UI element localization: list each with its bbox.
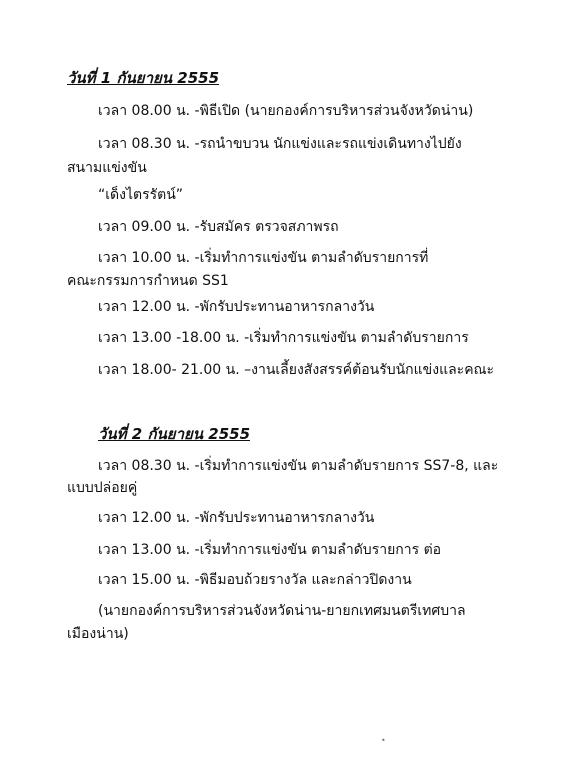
day1-entry-convoy: เวลา 08.30 น. -รถนำขบวน นักแข่งและรถแข่งเดินทางไปยัง [98,136,462,152]
day1-entry-registration: เวลา 09.00 น. -รับสมัคร ตรวจสภาพรถ [98,219,339,235]
day1-entry-race-start: เวลา 10.00 น. -เริ่มทำการแข่งขัน ตามลำดับรายการที่ [98,250,429,266]
day1-entry-party: เวลา 18.00- 21.00 น. –งานเลี้ยงสังสรรค์ต้อนรับนักแข่งและคณะ [98,362,495,378]
day2-entry-lunch: เวลา 12.00 น. -พักรับประทานอาหารกลางวัน [98,510,375,526]
day2-entry-presiders-cont: เมืองน่าน) [67,626,129,642]
day1-entry-opening: เวลา 08.00 น. -พิธีเปิด (นายกองค์การบริหารส่วนจังหวัดน่าน) [98,103,474,119]
day2-entry-race-start: เวลา 08.30 น. -เริ่มทำการแข่งขัน ตามลำดับรายการ SS7-8, และ [98,458,499,474]
day1-entry-venue: “เด็งไตรรัตน์” [98,187,184,203]
day2-heading: วันที่ 2 กันยายน 2555 [98,425,251,443]
day2-entry-afternoon-race: เวลา 13.00 น. -เริ่มทำการแข่งขัน ตามลำดับรายการ ต่อ [98,542,442,558]
day1-entry-race-start-cont: คณะกรรมการกำหนด SS1 [67,273,229,289]
day2-entry-race-start-cont: แบบปล่อยคู่ [67,480,138,496]
day1-entry-afternoon-race: เวลา 13.00 -18.00 น. -เริ่มทำการแข่งขัน ตามลำดับรายการ [98,330,469,346]
day2-entry-award-ceremony: เวลา 15.00 น. -พิธีมอบถ้วยรางวัล และกล่าวปิดงาน [98,572,412,588]
day1-heading: วันที่ 1 กันยายน 2555 [67,69,220,87]
day2-entry-presiders: (นายกองค์การบริหารส่วนจังหวัดน่าน-ยายกเทศมนตรีเทศบาล [98,603,466,619]
day1-entry-convoy-cont: สนามแข่งขัน [67,160,147,176]
scan-speck: • [381,736,386,745]
day1-entry-lunch: เวลา 12.00 น. -พักรับประทานอาหารกลางวัน [98,299,375,315]
